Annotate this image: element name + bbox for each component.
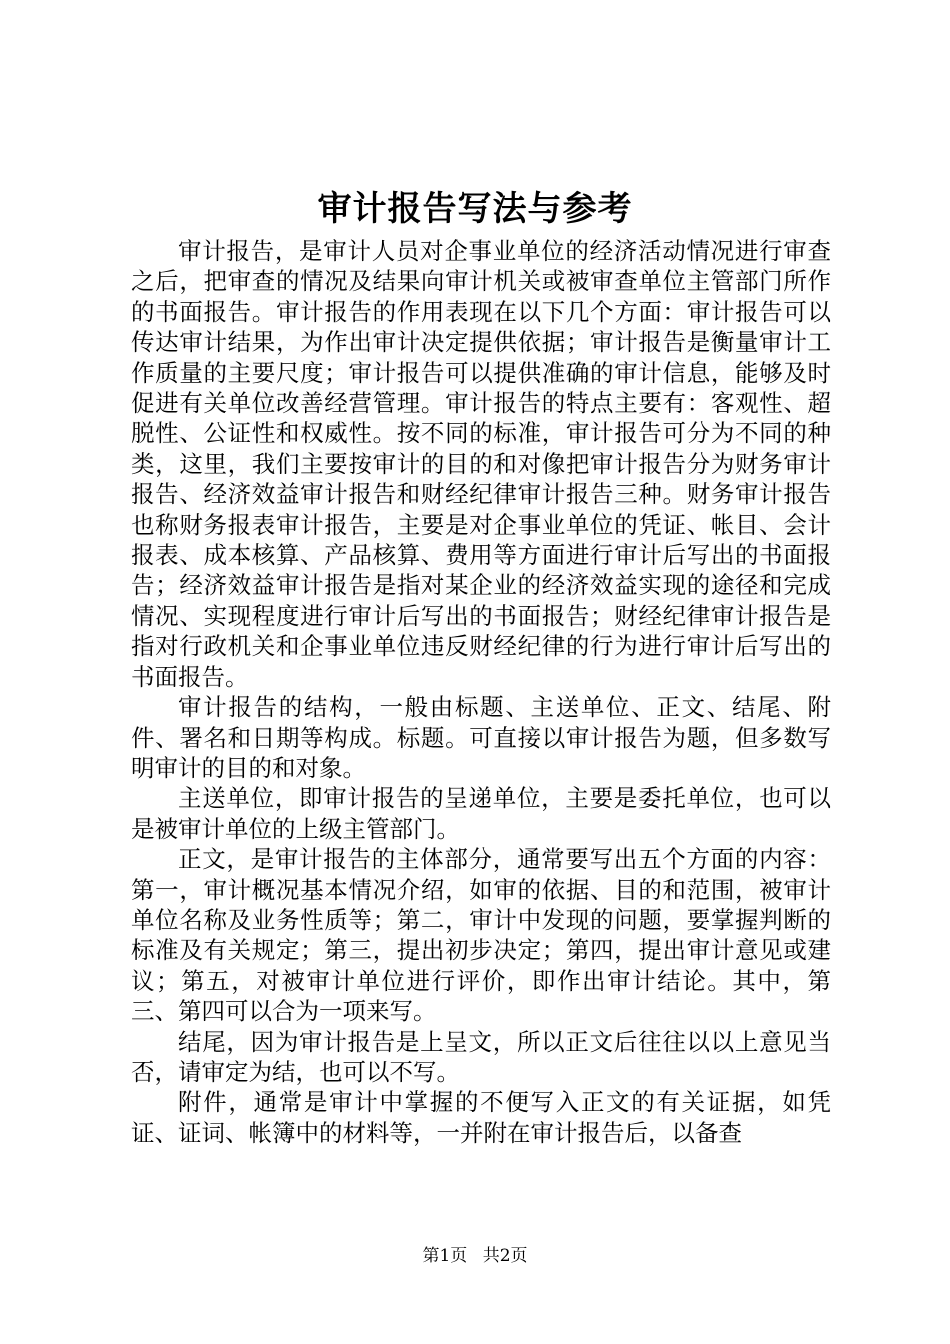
paragraph-structure: 审计报告的结构，一般由标题、主送单位、正文、结尾、附件、署名和日期等构成。标题。可直接以审计报告为题，但多数写明审计的目的和对象。 (131, 693, 831, 782)
paragraph-recipient: 主送单位，即审计报告的呈递单位，主要是委托单位，也可以是被审计单位的上级主管部门。 (131, 784, 831, 843)
paragraph-definition: 审计报告，是审计人员对企事业单位的经济活动情况进行审查之后，把审查的情况及结果向审计机关或被审查单位主管部门所作的书面报告。审计报告的作用表现在以下几个方面：审计报告可以传达审计结果，为作出审计决定提供依据；审计报告是衡量审计工作质量的主要尺度；审计报告可以提供准确的审计信息，能够及时促进有关单位改善经营管理。审计报告的特点主要有：客观性、超脱性、公证性和权威性。按不同的标准，审计报告可分为不同的种类，这里，我们主要按审计的目的和对像把审计报告分为财务审计报告、经济效益审计报告和财经纪律审计报告三种。财务审计报告也称财务报表审计报告，主要是对企事业单位的凭证、帐目、会计报表、成本核算、产品核算、费用等方面进行审计后写出的书面报告；经济效益审计报告是指对某企业的经济效益实现的途径和完成情况、实现程度进行审计后写出的书面报告；财经纪律审计报告是指对行政机关和企事业单位违反财经纪律的行为进行审计后写出的书面报告。 (131, 237, 831, 691)
page-number-total: 共2页 (482, 1246, 528, 1266)
page-footer (0, 1244, 950, 1268)
page-number-current: 第1页 (422, 1246, 468, 1266)
document-title: 审计报告写法与参考 (317, 189, 633, 229)
paragraph-main-text: 正文，是审计报告的主体部分，通常要写出五个方面的内容：第一，审计概况基本情况介绍，如审的依据、目的和范围，被审计单位名称及业务性质等；第二，审计中发现的问题，要掌握判断的标准及有关规定；第三，提出初步决定；第四，提出审计意见或建议；第五，对被审计单位进行评价，即作出审计结论。其中，第三、第四可以合为一项来写。 (131, 845, 831, 1026)
document-body (131, 236, 831, 1148)
paragraph-ending: 结尾，因为审计报告是上呈文，所以正文后往往以以上意见当否，请审定为结，也可以不写。 (131, 1027, 831, 1086)
paragraph-attachment: 附件，通常是审计中掌握的不便写入正文的有关证据，如凭证、证词、帐簿中的材料等，一并附在审计报告后，以备查 (131, 1088, 831, 1147)
